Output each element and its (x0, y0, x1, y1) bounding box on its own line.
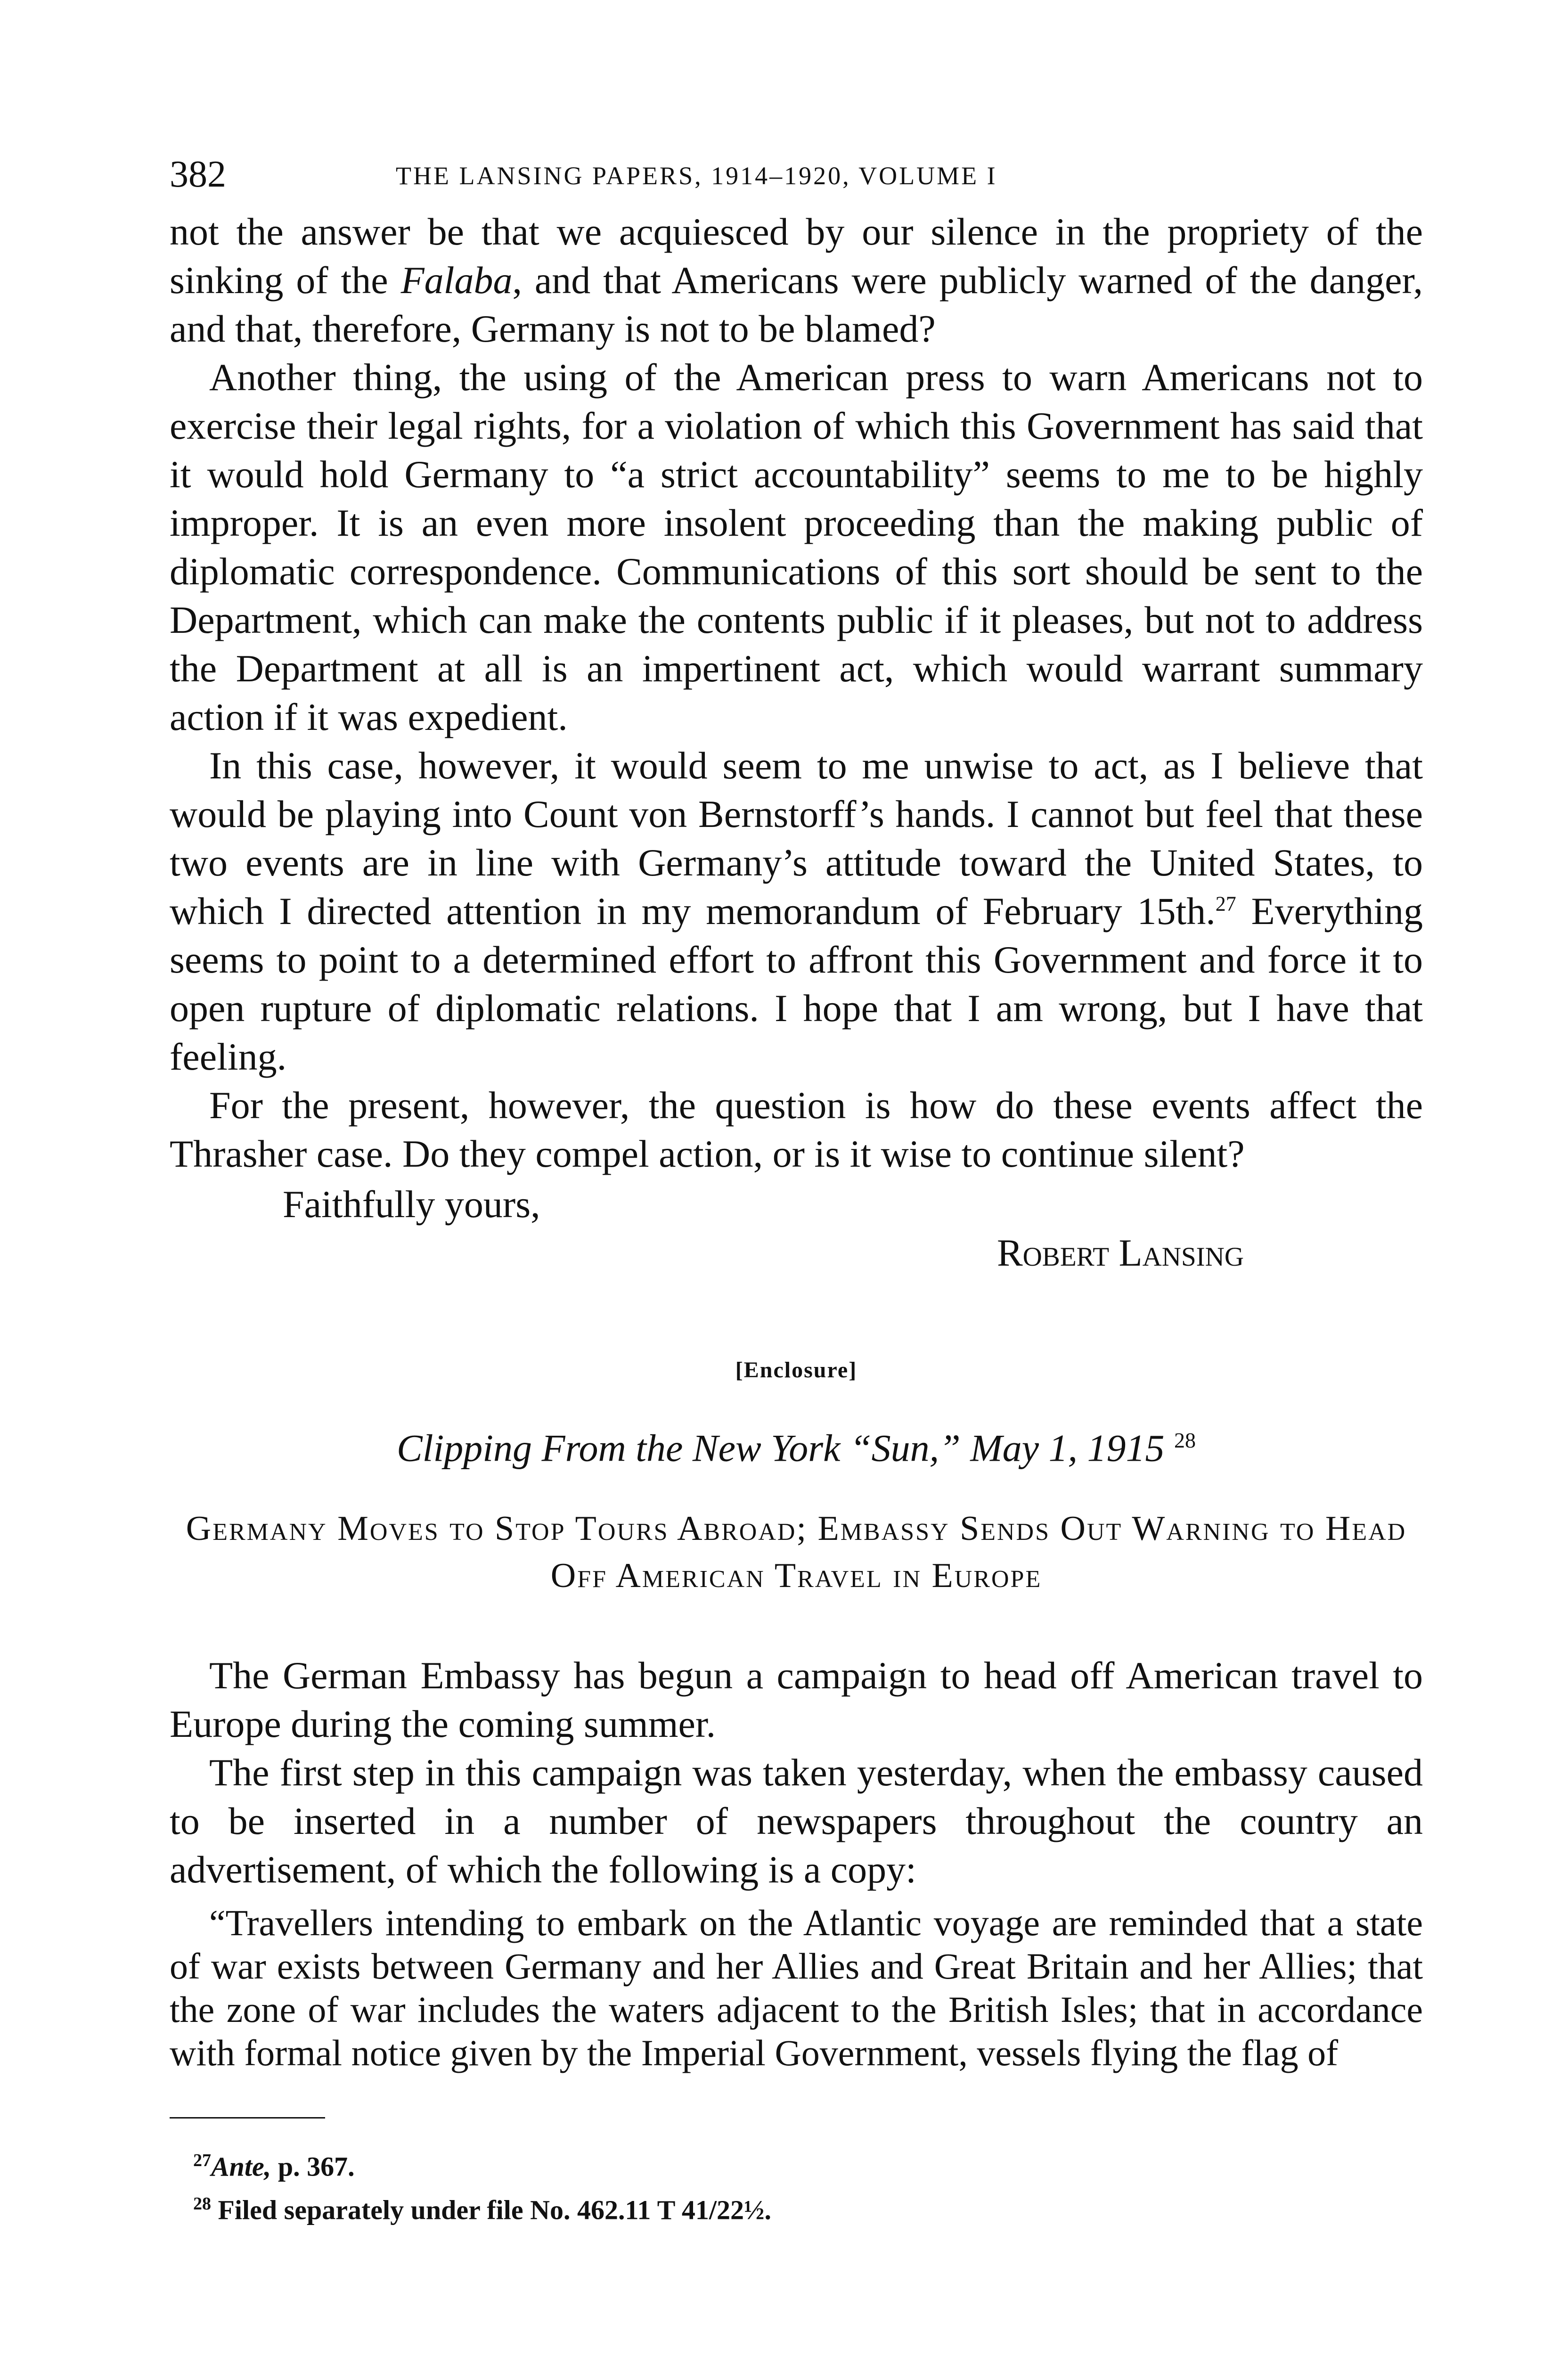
letter-paragraph-3 (170, 741, 1423, 1081)
footnote-27 (193, 2142, 1423, 2185)
letter-body (170, 207, 1423, 1178)
enclosure-label: [Enclosure] (735, 1358, 858, 1383)
footnotes (193, 2142, 1423, 2228)
letter-closing: Faithfully yours, (283, 1183, 540, 1226)
running-title: THE LANSING PAPERS, 1914–1920, VOLUME I (396, 162, 997, 190)
page-number: 382 (170, 154, 226, 195)
footnote-28-text: Filed separately under file No. 462.11 T 41/22½. (218, 2194, 772, 2225)
clipping-title (170, 1416, 1423, 1472)
footnote-27-text: p. 367. (271, 2151, 355, 2182)
letter-paragraph-3-start: In this case, however, it would seem to me unwise to act, as I believe that would be playing into Count von Bernstorff’s hands. I cannot but feel that these two events are in line with Germany’s attitude toward the United States, to which I directed attention in my memorandum of February 15th. (170, 744, 1423, 933)
letter-paragraph-1-end: , and that Americans were publicly warned of the danger, and that, therefore, Germany is not to be blamed? (170, 259, 1423, 350)
letter-paragraph-4: For the present, however, the question is how do these events affect the Thrasher case. Do they compel action, or is it wise to continue silent? (170, 1084, 1423, 1175)
footnote-27-italic: Ante, (211, 2151, 271, 2182)
ship-name-falaba: Falaba (400, 259, 513, 302)
footnote-28-mark: 28 (193, 2193, 211, 2214)
footnote-ref-27: 27 (1215, 892, 1236, 916)
footnote-27-mark: 27 (193, 2151, 211, 2171)
advertisement-quote (170, 1901, 1423, 2075)
advertisement-quote-text: “Travellers intending to embark on the Atlantic voyage are reminded that a state of war exists between Germany and her Allies and Great Britain and her Allies; that the zone of war includes the waters adjacent to the British Isles; that in accordance with formal notice given by the Imperial Government, vessels flying the flag of (170, 1902, 1423, 2074)
letter-signature: Robert Lansing (996, 1231, 1244, 1274)
letter-paragraph-2: Another thing, the using of the American press to warn Americans not to exercise their legal rights, for a violation of which this Government has said that it would hold Germany to “a strict accountability” seems to me to be highly improper. It is an even more insolent proceeding than the making public of diplomatic correspondence. Communications of this sort should be sent to the Department, which can make the contents public if it pleases, but not to address the Department at all is an impertinent act, which would warrant summary action if it was expedient. (170, 356, 1423, 738)
clipping-headline: Germany Moves to Stop Tours Abroad; Embassy Sends Out Warning to Head Off American Travel in Europe (186, 1509, 1407, 1595)
letter-paragraph-3-end: Everything seems to point to a determined effort to affront this Government and force it to open rupture of diplomatic relations. I hope that I am wrong, but I have that feeling. (170, 890, 1423, 1078)
letter-paragraph-1-start: not the answer be that we acquiesced by our silence in the propriety of the sinking of the (170, 210, 1423, 302)
letter-paragraph-1 (170, 207, 1423, 353)
clipping-paragraph-2: The first step in this campaign was taken yesterday, when the embassy caused to be inserted in a number of newspapers throughout the country an advertisement, of which the following is a copy: (170, 1751, 1423, 1891)
footnote-divider (170, 2117, 325, 2119)
clipping-title-text: Clipping From the New York “Sun,” May 1, 1915 (397, 1426, 1165, 1470)
document-page (170, 155, 1423, 2228)
page-header (170, 155, 1423, 207)
clipping-body (170, 1651, 1423, 1894)
footnote-28 (193, 2185, 1423, 2228)
clipping-paragraph-1: The German Embassy has begun a campaign to head off American travel to Europe during the coming summer. (170, 1654, 1423, 1746)
footnote-ref-28: 28 (1174, 1428, 1196, 1452)
